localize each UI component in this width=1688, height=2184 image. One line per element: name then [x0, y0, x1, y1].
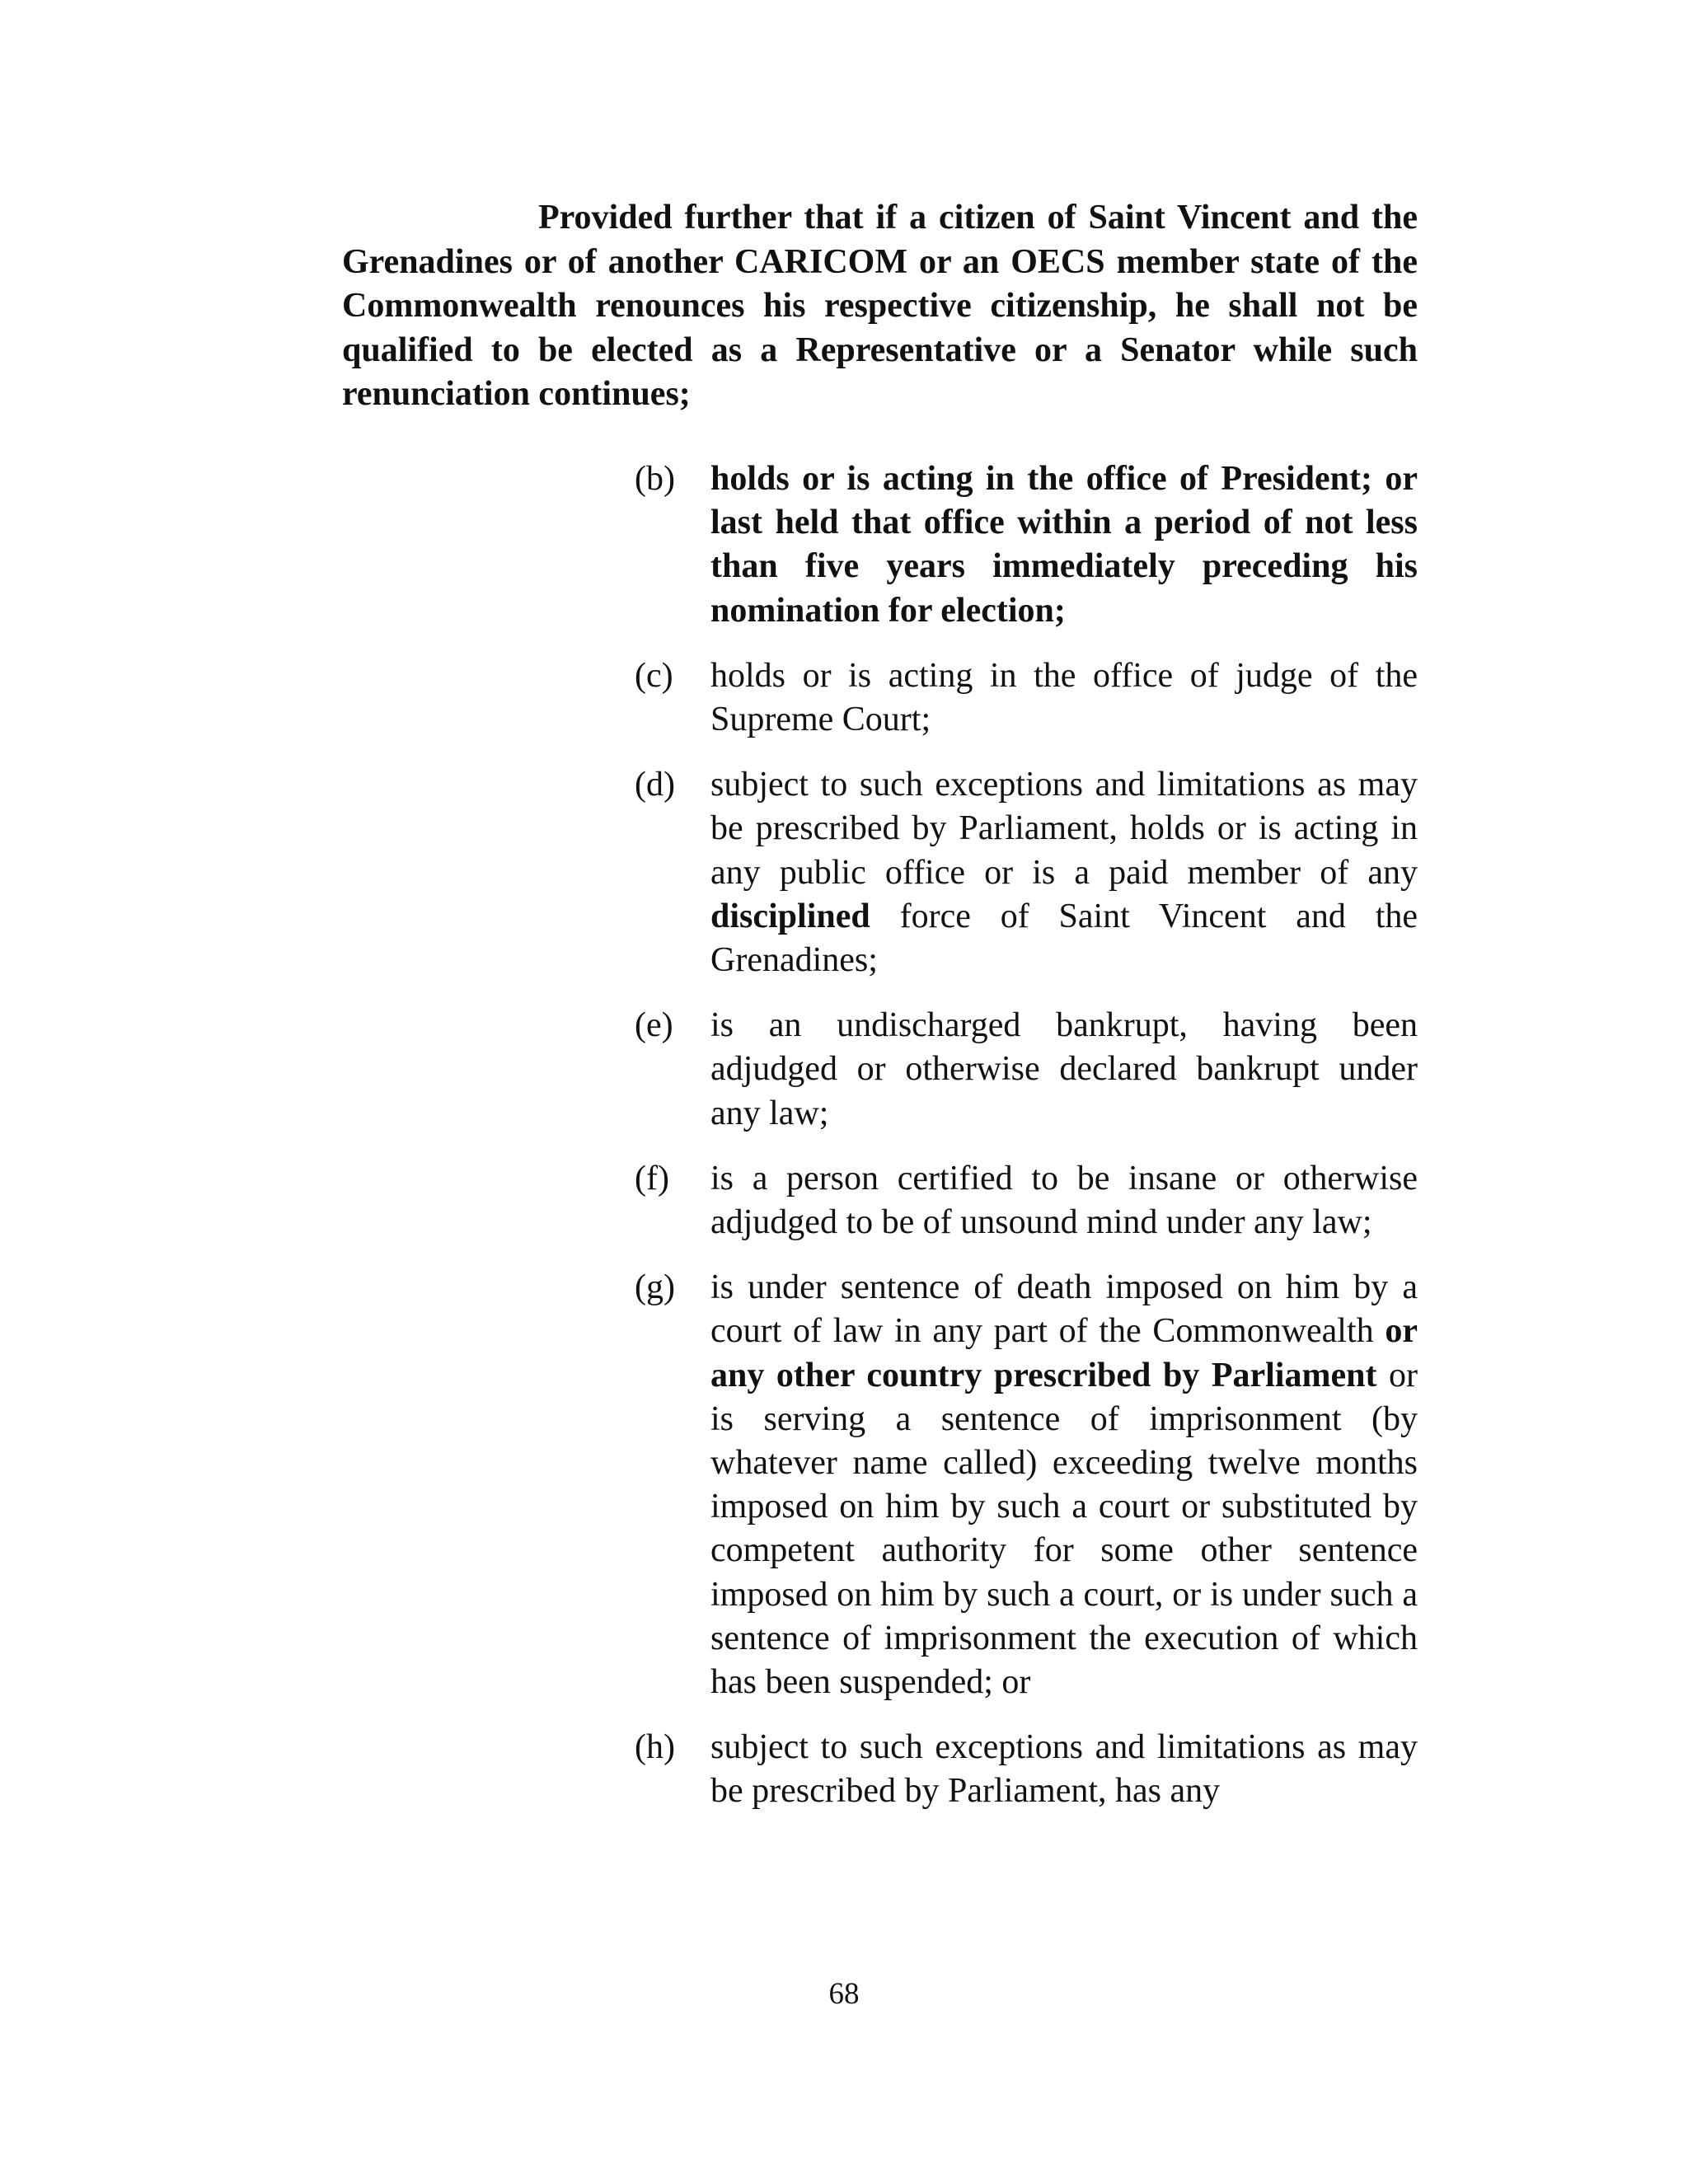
item-label: (f) [635, 1159, 669, 1197]
list-item [635, 1266, 1418, 1704]
list-item [635, 1157, 1418, 1244]
item-label: (h) [635, 1728, 675, 1767]
list-item [635, 654, 1418, 742]
item-text [710, 1266, 1418, 1704]
text-segment: is an undischarged bankrupt, having been adjudged or otherwise declared bankrupt under any law; [710, 1006, 1418, 1132]
list-item [635, 1004, 1418, 1136]
item-text [710, 763, 1418, 982]
bold-text-segment: holds or is acting in the office of President; or last held that office within a period of not less than five years immediately preceding his nomination for election; [710, 460, 1418, 630]
list-item [635, 457, 1418, 633]
text-segment: or is serving a sentence of imprisonment (by whatever name called) exceeding twelve months imposed on him by such a court or substituted by competent authority for some other sentence imposed on him by such a court, or is under such a sentence of imprisonment the execution of which has been suspended; or [710, 1356, 1418, 1702]
list-item [635, 763, 1418, 982]
list-item [635, 1726, 1418, 1813]
item-text [710, 1004, 1418, 1136]
text-segment: holds or is acting in the office of judge of the Supreme Court; [710, 656, 1418, 739]
text-segment: subject to such exceptions and limitations as may be prescribed by Parliament, holds or is acting in any public office or is a paid member of any [710, 766, 1418, 892]
text-segment: subject to such exceptions and limitations as may be prescribed by Parliament, has any [710, 1728, 1418, 1811]
text-segment: is a person certified to be insane or otherwise adjudged to be of unsound mind under any law; [710, 1159, 1418, 1242]
item-text [710, 654, 1418, 742]
item-text [710, 457, 1418, 633]
item-label: (c) [635, 656, 673, 695]
text-segment: force of Saint Vincent and the Grenadines; [710, 897, 1418, 980]
qualification-items-list [635, 457, 1418, 1835]
item-label: (b) [635, 460, 675, 498]
item-label: (d) [635, 766, 675, 804]
item-text [710, 1157, 1418, 1244]
text-segment: is under sentence of death imposed on him by a court of law in any part of the Commonwealth [710, 1268, 1418, 1351]
item-text [710, 1726, 1418, 1813]
proviso-paragraph: Provided further that if a citizen of Saint Vincent and the Grenadines or of another CARICOM or an OECS member state of the Commonwealth renounces his respective citizenship, he shall not be qualified to be elected as a Representative or a Senator while such renunciation continues; [342, 199, 1418, 413]
bold-text-segment: or any other country prescribed by Parliament [710, 1312, 1418, 1394]
item-label: (e) [635, 1006, 673, 1045]
page-number: 68 [828, 1977, 860, 2011]
bold-text-segment: disciplined [710, 897, 870, 935]
item-label: (g) [635, 1268, 675, 1307]
